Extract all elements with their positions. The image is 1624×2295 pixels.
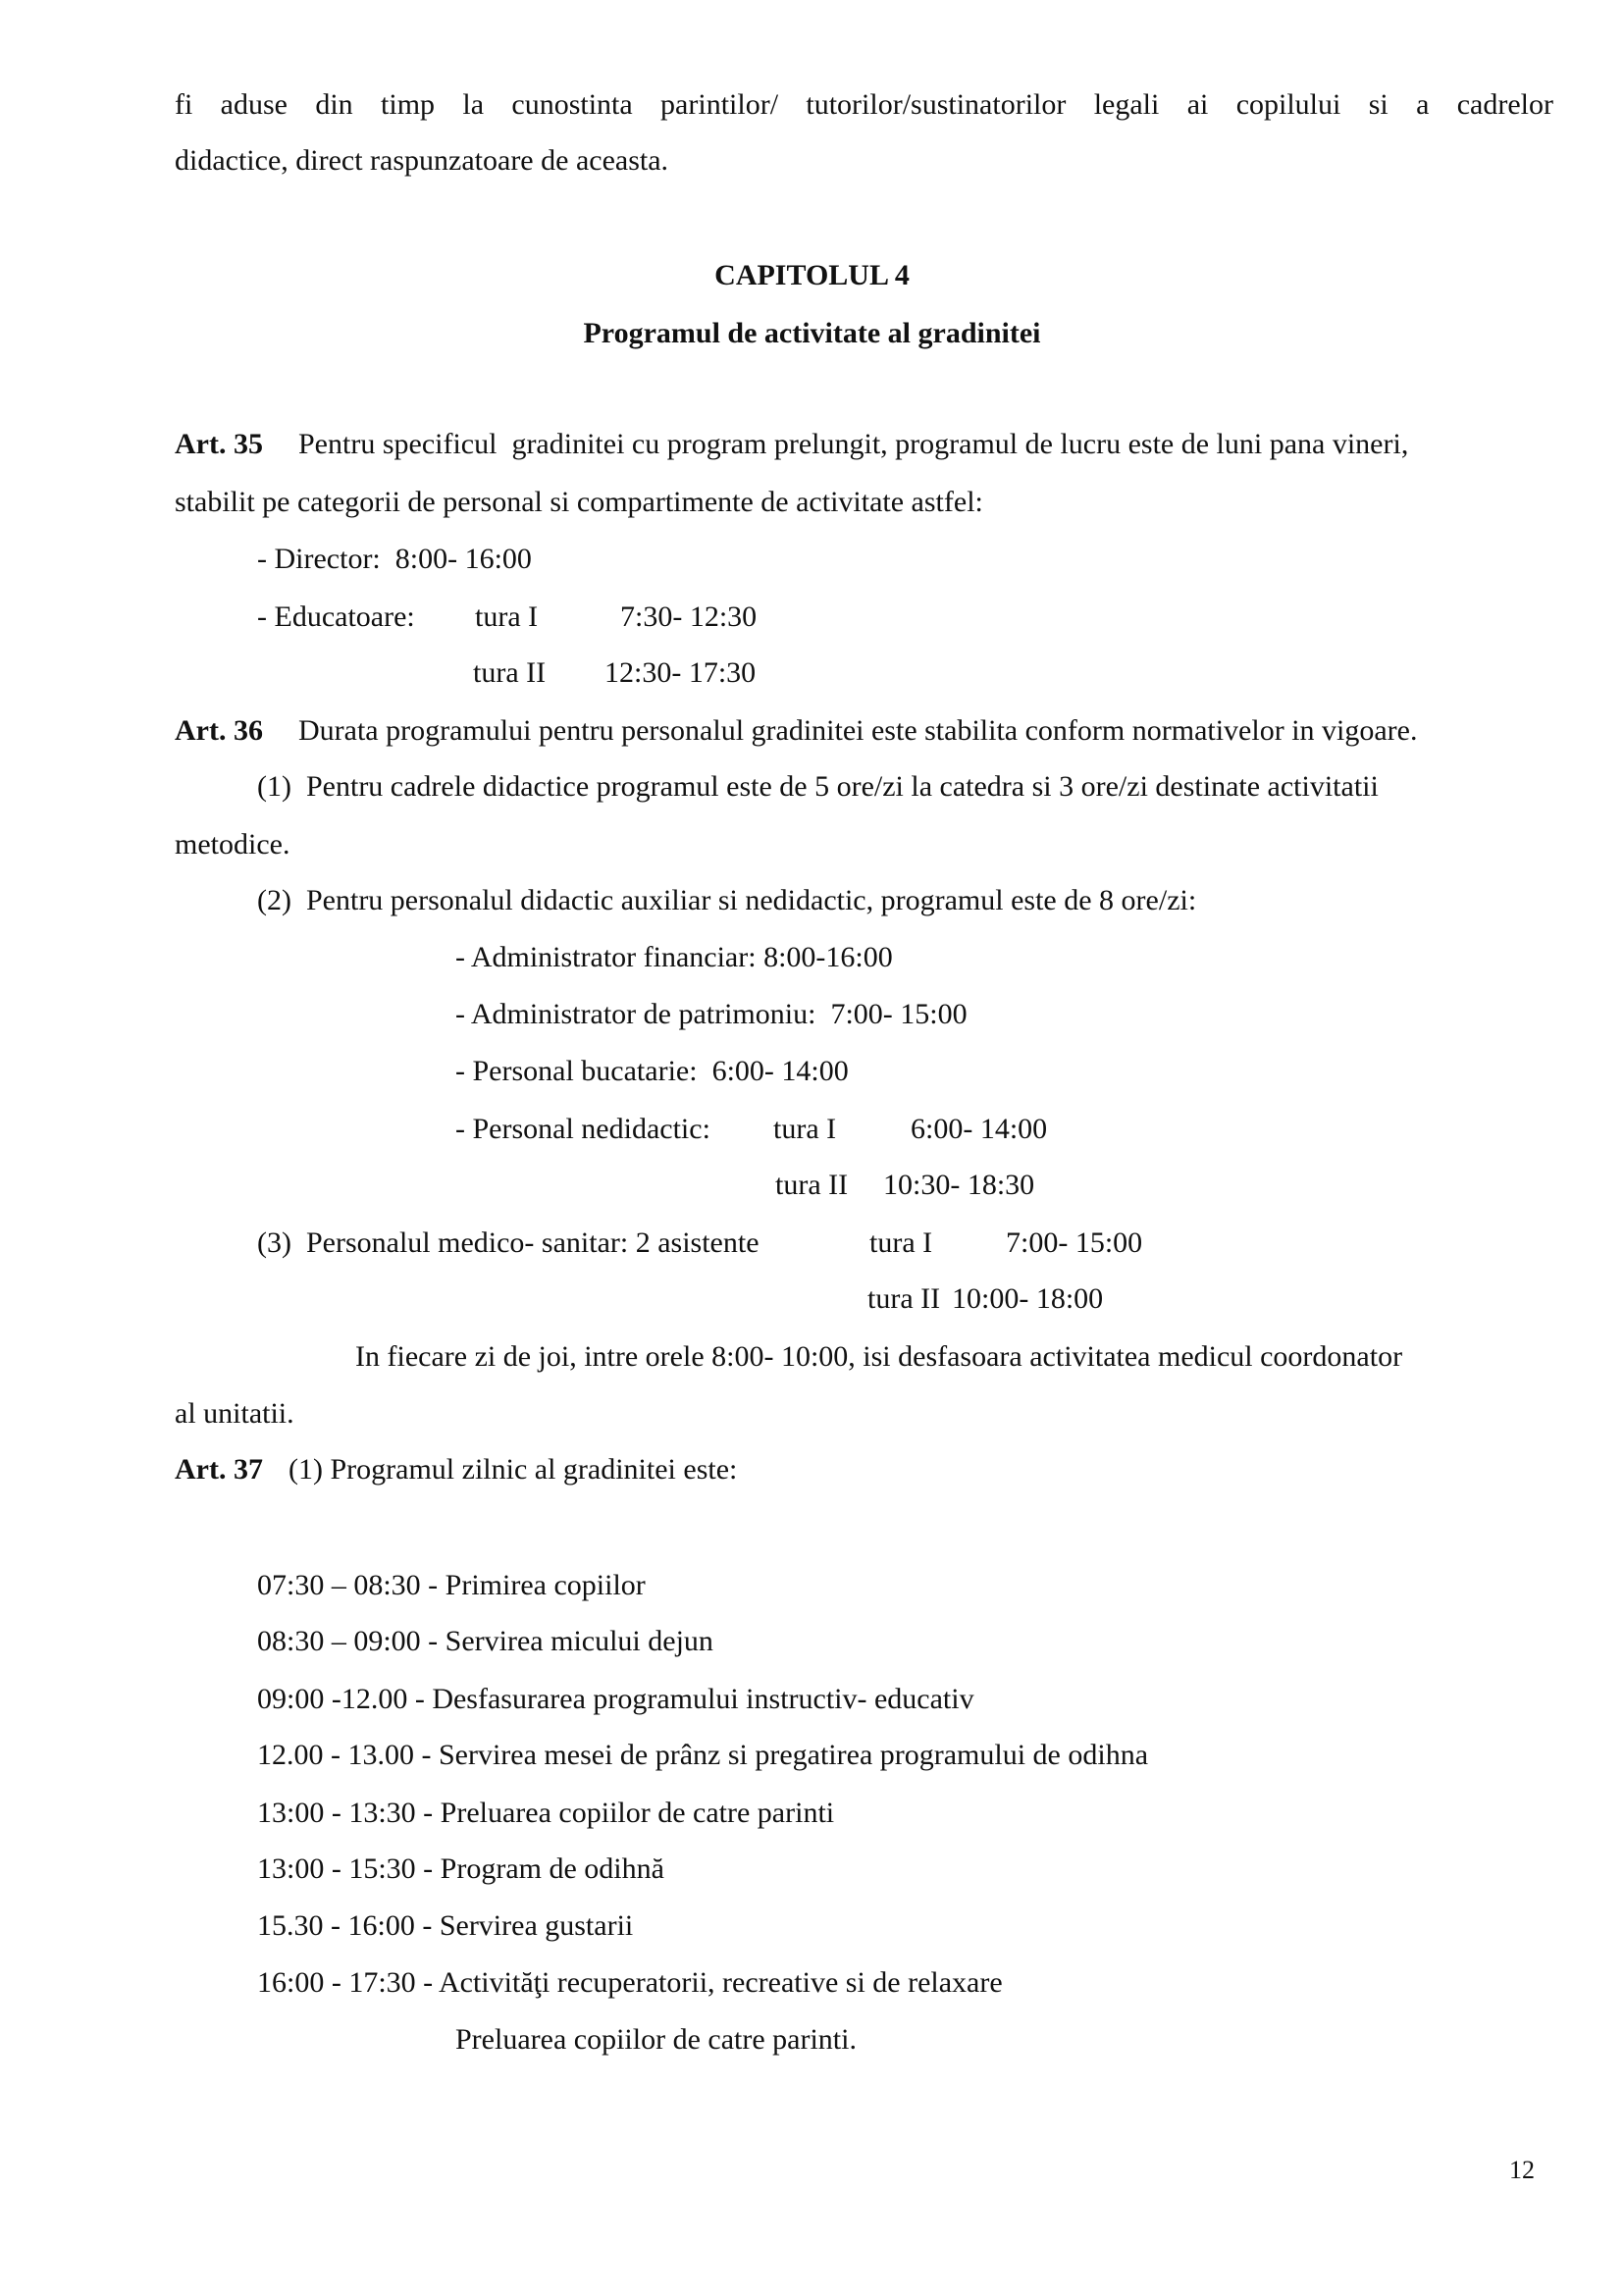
schedule-item: 09:00 -12.00 - Desfasurarea programului instructiv- educativ	[257, 1683, 974, 1715]
art36-p3-label: (3) Personalul medico- sanitar: 2 asistente	[257, 1226, 760, 1259]
art36-note-line-1: In fiecare zi de joi, intre orele 8:00- 10:00, isi desfasoara activitatea medicul coordonator	[355, 1340, 1403, 1373]
art37-intro: (1) Programul zilnic al gradinitei este:	[288, 1453, 738, 1486]
nedidactic-shift-2-name: tura II	[775, 1169, 849, 1201]
p2-item-administrator-financiar: - Administrator financiar: 8:00-16:00	[455, 941, 893, 973]
nedidactic-shift-1-hours: 6:00- 14:00	[911, 1113, 1048, 1145]
educatoare-label: - Educatoare:	[257, 600, 415, 633]
intro-line-1: fi aduse din timp la cunostinta parintilor/ tutorilor/sustinatorilor legali ai copilului si a cadrelor	[175, 88, 1553, 121]
art35-line-2: stabilit pe categorii de personal si compartimente de activitate astfel:	[175, 486, 983, 518]
schedule-item: 07:30 – 08:30 - Primirea copiilor	[257, 1569, 646, 1601]
director-hours: - Director: 8:00- 16:00	[257, 543, 532, 575]
schedule-item: 13:00 - 15:30 - Program de odihnă	[257, 1852, 664, 1885]
nedidactic-label: - Personal nedidactic:	[455, 1113, 710, 1145]
educatoare-shift-1-name: tura I	[475, 600, 539, 633]
nedidactic-shift-1-name: tura I	[773, 1113, 837, 1145]
art36-text-1: Durata programului pentru personalul gradinitei este stabilita conform normativelor in vigoare.	[298, 714, 1418, 747]
page-number: 12	[1509, 2156, 1535, 2184]
educatoare-shift-1-hours: 7:30- 12:30	[620, 600, 758, 633]
chapter-title: Programul de activitate al gradinitei	[583, 317, 1041, 349]
intro-line-2: didactice, direct raspunzatoare de aceasta.	[175, 144, 669, 177]
educatoare-shift-2-name: tura II	[473, 656, 547, 689]
art36-p1-line-2: metodice.	[175, 828, 290, 861]
educatoare-shift-2-hours: 12:30- 17:30	[604, 656, 757, 689]
schedule-item-continuation: Preluarea copiilor de catre parinti.	[455, 2023, 857, 2056]
art35-text-1: Pentru specificul gradinitei cu program prelungit, programul de lucru este de luni pana vineri,	[298, 428, 1409, 460]
medico-shift-2-hours: 10:00- 18:00	[952, 1282, 1104, 1315]
schedule-item: 16:00 - 17:30 - Activităţi recuperatorii, recreative si de relaxare	[257, 1966, 1003, 1999]
schedule-item: 12.00 - 13.00 - Servirea mesei de prânz si pregatirea programului de odihna	[257, 1739, 1149, 1771]
nedidactic-shift-2-hours: 10:30- 18:30	[883, 1169, 1035, 1201]
art36-label: Art. 36	[175, 714, 263, 747]
schedule-item: 15.30 - 16:00 - Servirea gustarii	[257, 1909, 634, 1942]
medico-shift-1-name: tura I	[869, 1226, 933, 1259]
art36-p1-line-1: (1) Pentru cadrele didactice programul este de 5 ore/zi la catedra si 3 ore/zi destinate activitatii	[257, 770, 1379, 803]
art36-p2: (2) Pentru personalul didactic auxiliar si nedidactic, programul este de 8 ore/zi:	[257, 884, 1197, 916]
medico-shift-2-name: tura II	[867, 1282, 941, 1315]
medico-shift-1-hours: 7:00- 15:00	[1006, 1226, 1143, 1259]
art36-note-line-2: al unitatii.	[175, 1397, 294, 1430]
p2-item-personal-bucatarie: - Personal bucatarie: 6:00- 14:00	[455, 1055, 849, 1087]
p2-item-administrator-patrimoniu: - Administrator de patrimoniu: 7:00- 15:00	[455, 998, 968, 1030]
art37-line-1	[175, 1453, 1553, 1553]
schedule-item: 13:00 - 13:30 - Preluarea copiilor de catre parinti	[257, 1797, 835, 1829]
chapter-number: CAPITOLUL 4	[714, 259, 910, 291]
art37-label: Art. 37	[175, 1453, 263, 1486]
art35-label: Art. 35	[175, 428, 263, 460]
schedule-item: 08:30 – 09:00 - Servirea micului dejun	[257, 1625, 713, 1657]
